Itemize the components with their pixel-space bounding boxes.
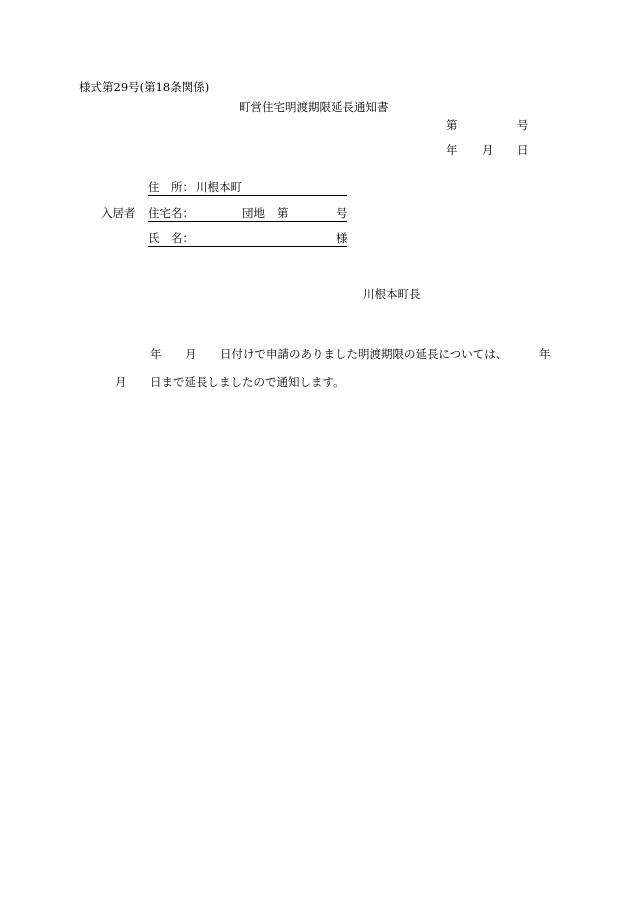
recipient-group-label: 入居者: [101, 206, 136, 220]
document-title: 町営住宅明渡期限延長通知書: [239, 100, 389, 114]
body-line1-text: 日付けで申請のありました明渡期限の延長については、: [220, 347, 508, 361]
date-month: 月: [482, 143, 494, 157]
body-line2-text: 日まで延長しましたので通知します。: [150, 375, 345, 389]
name-underline: [148, 246, 347, 247]
housing-number-suffix: 号: [336, 206, 348, 220]
housing-number-prefix: 第: [277, 206, 289, 220]
reference-number-prefix: 第: [446, 118, 458, 132]
body-line1-end-year: 年: [539, 347, 551, 361]
address-label: 住 所：: [148, 180, 194, 194]
name-honorific: 様: [336, 231, 348, 245]
body-line1-month: 月: [185, 347, 197, 361]
housing-underline: [148, 221, 347, 222]
name-label: 氏 名：: [148, 231, 194, 245]
address-underline: [148, 195, 347, 196]
sender-name: 川根本町長: [363, 287, 421, 301]
form-number-label: 様式第29号(第18条関係): [79, 80, 210, 94]
housing-estate: 団地: [242, 206, 265, 220]
address-value: 川根本町: [196, 180, 242, 194]
housing-label: 住宅名：: [148, 206, 194, 220]
reference-number-suffix: 号: [517, 118, 529, 132]
date-day: 日: [517, 143, 529, 157]
body-line2-month: 月: [115, 375, 127, 389]
body-line1-year: 年: [150, 347, 162, 361]
date-year: 年: [446, 143, 458, 157]
